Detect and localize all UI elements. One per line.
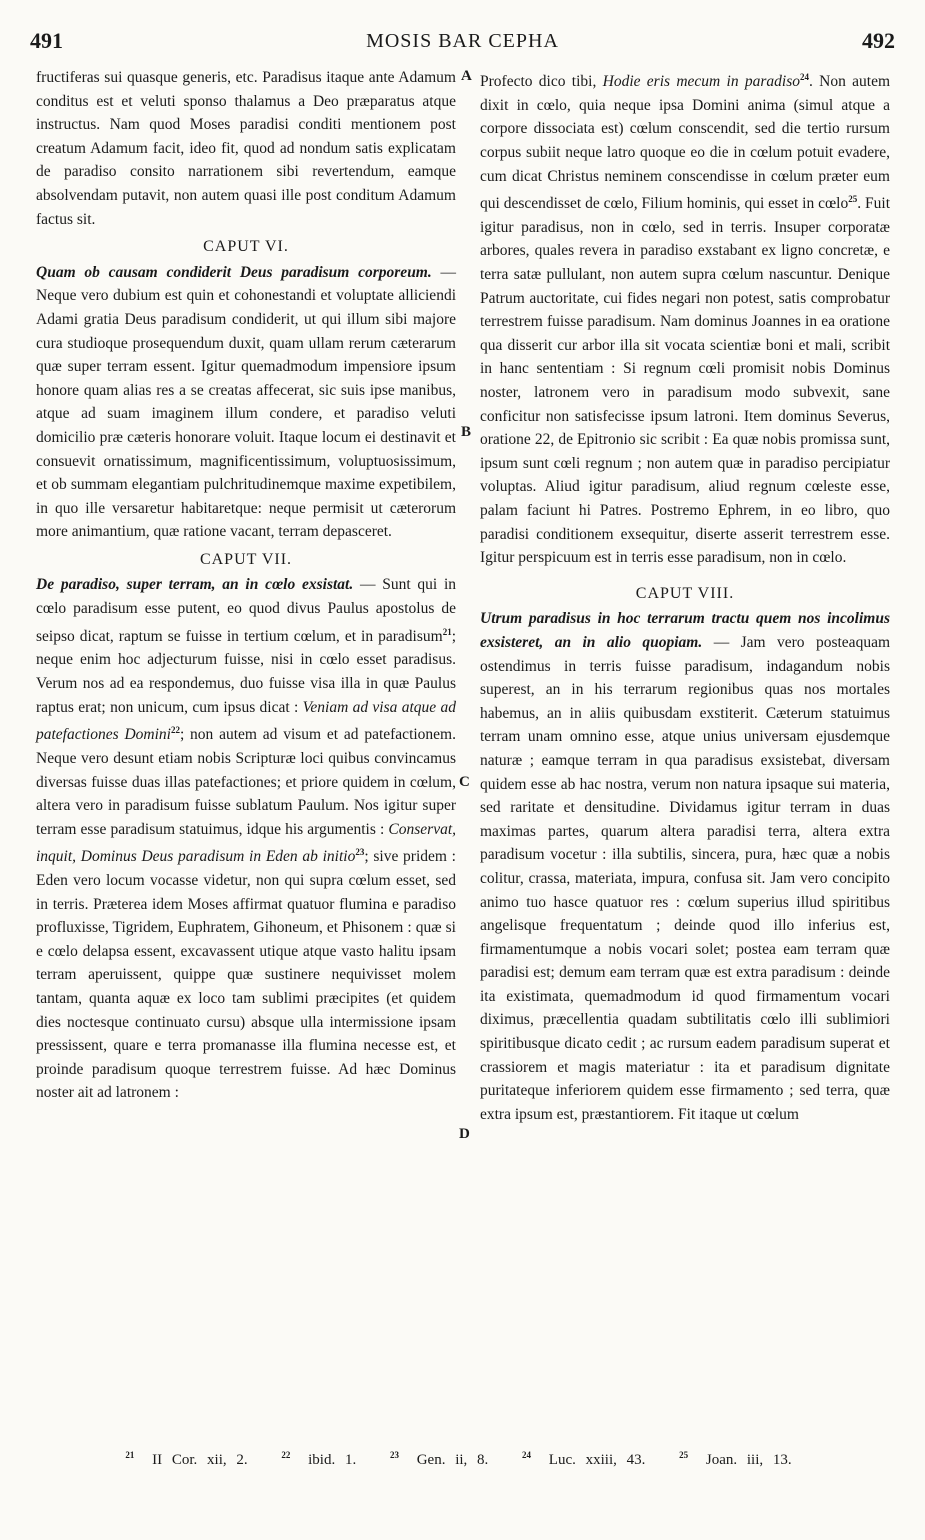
paragraph-text: ; neque enim hoc adjecturum fuisse, nisi in cœlo esset paradisus. Verum nos ad ea respondemus, duo fuisse visa illa in quæ Paulus raptus erat; non unicum, cum ipsus dicat : [36, 627, 456, 716]
footnote-ref: 25 [848, 194, 858, 205]
paragraph [36, 261, 456, 544]
page-number-left: 491 [30, 28, 63, 53]
footnote-number: 21 [125, 1450, 135, 1460]
footnote-number: 25 [679, 1450, 689, 1460]
left-column [36, 66, 456, 1105]
chapter-rubric: Quam ob causam condiderit Deus paradisum corporeum. [36, 263, 432, 281]
page-number-right: 492 [862, 28, 895, 53]
footnote [679, 1452, 800, 1468]
footnotes [36, 1450, 889, 1469]
footnote [281, 1452, 364, 1468]
paragraph [480, 607, 890, 1126]
margin-letter-c: C [459, 774, 470, 790]
footnote-text: II Cor. xii, 2. [152, 1452, 248, 1468]
paragraph [36, 573, 456, 1105]
paragraph-text: . Fuit igitur paradisus, non in cœlo, sed in terris. Insuper corporatæ arbores, quales revera in paradiso exstabant ex ligno concretæ, e terra satæ pullulant, non autem supra cœlum nascuntur. Denique Patrum auctoritate, cui fides negari non potest, satis comprobatur terrestrem fuisse paradisum. Nam dominus Joannes in ea oratione qua disserit cur arbor illa sit vocata scientiæ boni et mali, scribit in hanc sententiam : Si regnum cœli promisit nobis Dominus noster, latronem vero in paradisum modo subvexit, sane conficitur non satisfecisse ipsum latroni. Item dominus Severus, oratione 22, de Epitronio sic scribit : Ea quæ nobis promissa sunt, ipsum sunt cœli regnum ; non autem quæ in paradiso percipiatur voluptas. Aliud igitur paradisum, aliud regnum cœleste esse, palam faciunt hi Patres. Postremo Ephrem, in eo libro, quo paradisi conditionem exsequitur, diserte asserit terrestrem esse. Igitur perspicuum est in terris esse paradisum, non in cœlo. [480, 195, 891, 567]
footnote-text: Gen. ii, 8. [416, 1452, 489, 1468]
chapter-heading: CAPUT VII. [199, 550, 293, 568]
margin-letter-d: D [459, 1126, 470, 1142]
footnote-number: 24 [522, 1450, 532, 1460]
margin-letter-b: B [461, 424, 472, 440]
chapter-heading: CAPUT VIII. [635, 584, 735, 602]
paragraph [480, 66, 890, 570]
footnote-ref: 24 [799, 72, 809, 82]
footnote-ref: 22 [170, 725, 180, 736]
right-column [480, 66, 890, 1126]
footnote-ref: 21 [442, 626, 452, 637]
paragraph-text: — Neque vero dubium est quin et cohonestandi et voluptate alliciendi Adami gratia Deus paradisum condiderit, ut qui illum sibi majore cura studioque prosequendum duxit, quam ullam rerum cæterarum quæ super terram essent. Igitur quemadmodum impensiore ipsum honore quam alias res a se creatas affecerat, sic suis ipse manibus, atque ad suam imaginem illum condere, et paradiso veluti domicilio præ cæteris honorare voluit. Itaque locum ei destinavit et consuevit ornatissimum, magnificentissimum, voluptuosissimum, et ob summam elegantiam pulchritudinemque maxime expetibilem, in quo ille versaretur habitaretque: neque permisit ut cæterorum more animantium, quæ ratione vacant, terram depasceret. [36, 263, 457, 541]
scripture-quote: Veniam ad visa atque ad patefactiones Domini [36, 698, 456, 744]
margin-letter-a: A [461, 68, 472, 84]
footnote-number: 23 [389, 1450, 399, 1460]
paragraph-text: ; sive pridem : Eden vero locum vocasse videtur, non qui supra cœlum esset, sed in terris. Præterea idem Moses affirmat quatuor flumina e paradiso profluxisse, Tigridem, Euphratem, Gihoneum, et Phisonem : quæ si e cœlo delapsa essent, excavassent utique atque vasto halitu ipsam terram aperuissent, quippe quæ sustinere nequivisset molem tantam, quanta aquæ ex loco tam sublimi præcipites (et quidem dies noctesque continuato cursu) absque ulla intermissione ipsam pressissent, quare e terra promanasse illa flumina necesse est, et proinde paradisum quoque terrestrem fuisse. Ad hæc Dominus noster ait ad latronem : [36, 848, 456, 1102]
footnote-text: Joan. iii, 13. [705, 1452, 792, 1468]
chapter-heading: CAPUT VI. [203, 238, 289, 256]
footnote [522, 1452, 653, 1468]
scripture-quote: Conservat, inquit, Dominus Deus paradisum in Eden ab initio [36, 820, 456, 866]
running-title: MOSIS BAR CEPHA [366, 30, 559, 52]
paragraph-text: Profecto dico tibi, [480, 73, 597, 91]
page-header [30, 28, 895, 62]
scripture-quote: Hodie eris mecum in paradiso [602, 73, 800, 91]
footnote-ref: 23 [355, 847, 365, 858]
footnote [125, 1452, 255, 1468]
paragraph-text: . Non autem dixit in cœlo, quia neque ipsa Domini anima (simul atque a corpore dissociata est) cœlum conscendit, sed die tertio rursum corpus subiit neque latro quoque eo die in cœlum potuit evadere, cum dicat Christus neminem conscendisse in cœlum præter eum qui descendisset de cœlo, Filium hominis, qui esset in cœlo [480, 73, 891, 213]
footnote-text: Luc. xxiii, 43. [548, 1452, 646, 1468]
footnote [390, 1452, 496, 1468]
paragraph-text: — Jam vero posteaquam ostendimus in terris fuisse paradisum, indagandum nobis superest, an in his terrarum regionibus quas nos mortales habemus, an in aliis quibusdam exstiterit. Cæterum statuimus terram unam omnino esse, atque unius universam ejusdemque naturæ ; eamque terram in qua paradisus exsistebat, diversam quidem esse ab hac nostra, verum non natura ipsaque sui materia, sed raritate et densitudine. Dividamus igitur terram in duas maximas partes, quarum altera paradisi terra, altera extra paradisum vocetur : illa subtilis, sincera, pura, hæc quæ a nobis colitur, crassa, materiata, impura, confusa sit. Jam vero concipito animo tuo hasce quatuor res : cœlum superius illud spiritibus angelisque frequentatum ; deinde quod illo inferius est, firmamentumque a nobis vocari solet; postea eam terram quæ paradisi est; demum eam terram quæ est extra paradisum : deinde ita existimata, quemadmodum id quod firmamentum vocari diximus, præcellentia quadam subtilitatis cœlo illi sublimiori spiritibusque dicato cedit ; ac rursum eadem paradisum superat et crassiorem et magis materiatur : ita et paradisum dignitate puritateque inferiorem quidem esse firmamento ; sed terra, quæ extra ipsum est, præstantiorem. Fit itaque ut cœlum [480, 633, 891, 1123]
footnote-text: ibid. 1. [308, 1452, 357, 1468]
paragraph: fructiferas sui quasque generis, etc. Paradisus itaque ante Adamum conditus est et veluti sponso thalamus a Deo præparatus atque instructus. Nam quod Moses paradisi conditi mentionem post creatum Adamum facit, ideo fit, quod ad nondum satis explicatam de paradiso consito narrationem sibi revertendum, eamque absolvendam putavit, non autem quasi ille post conditum Adamum factus sit. [36, 69, 456, 228]
paragraph-text: ; non autem ad visum et ad patefactionem. Neque vero desunt etiam nobis Scripturæ loci quibus convincamus diversas fuisse duas illas patefactiones; et priore quidem in cœlum, altera vero in paradisum fuisse sublatum Paulum. Nos igitur super terram esse paradisum statuimus, idque his argumentis : [36, 726, 456, 838]
paragraph-text: — Sunt qui in cœlo paradisum esse putent, eo quod divus Paulus apostolus de seipso dicat, raptum se fuisse in tertium cœlum, et in paradisum [36, 576, 456, 645]
chapter-rubric: De paradiso, super terram, an in cœlo exsistat. [36, 576, 354, 594]
footnote-number: 22 [281, 1450, 291, 1460]
chapter-rubric: Utrum paradisus in hoc terrarum tractu quem nos incolimus exsisteret, an in alio quopiam. [480, 610, 890, 651]
